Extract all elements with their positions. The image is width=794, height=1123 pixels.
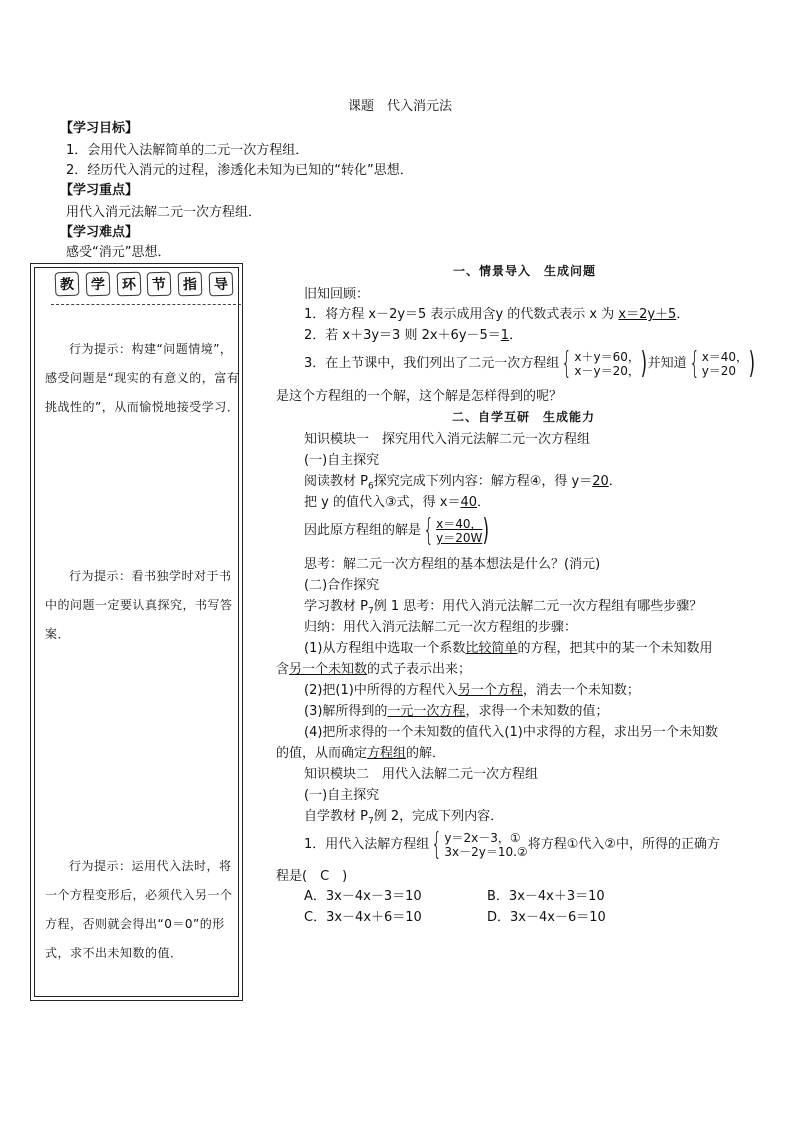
sidebar-title [55, 272, 233, 300]
right-paren: ) [640, 346, 647, 381]
objective-item: 1．会用代入法解简单的二元一次方程组． [66, 143, 309, 158]
answer-blank: 40 [460, 495, 477, 510]
option-b: B．3x－4x＋3＝10 [487, 889, 605, 904]
cooperation-instruction: 学习教材 $P_7$例 1 思考：用代入消元法解二元一次方程组有哪些步骤？ [304, 599, 703, 617]
self-study-heading-2: (一)自主探究 [304, 788, 380, 803]
step-4-cont: 的值，从而确定方程组的解． [276, 746, 446, 761]
exercise-1-line2: 程是( C ) [276, 869, 348, 884]
substitute-step: 把 y 的值代入③式，得 x＝40． [304, 495, 491, 510]
step-2: (2)把(1)中所得的方程代入另一个方程，消去一个未知数； [304, 683, 640, 698]
sidebar-title-char: 环 [116, 272, 141, 297]
solution-line: 因此原方程组的解是 { x＝40， y＝20W ) [304, 513, 490, 548]
sidebar-title-char: 教 [55, 272, 80, 297]
left-brace: { [688, 346, 700, 381]
question-1: 1．将方程 x－2y＝5 表示成用含y 的代数式表示 x 为 x＝2y＋5． [304, 307, 690, 322]
step-3: (3)解所得到的一元一次方程，求得一个未知数的值； [304, 704, 609, 719]
sidebar-title-char: 学 [85, 272, 110, 297]
left-brace: { [423, 513, 434, 548]
sidebar-tip: 行为提示：构建“问题情境”，感受问题是“现实的有意义的，富有挑战性的”，从而愉悦地接受学习． [45, 342, 240, 414]
step-1-cont: 含另一个未知数的式子表示出来； [276, 662, 472, 677]
teaching-guide-sidebar [30, 263, 243, 1001]
right-paren: ) [483, 513, 490, 548]
read-instruction-2: 自学教材 $P_7$例 2，完成下列内容． [304, 809, 504, 827]
difficulty-heading: 【学习难点】 [60, 225, 139, 240]
self-study-heading: (一)自主探究 [304, 453, 380, 468]
exercise-1: 1．用代入法解方程组 { y＝2x－3，① 3x－2y＝10.② 将方程①代入②中，所得的正确方 [304, 827, 721, 862]
sidebar-tip: 行为提示：运用代入法时，将一个方程变形后，必须代入另一个方程，否则就会得出“0＝0”的形式，求不出未知数的值． [45, 859, 233, 960]
section1-heading: 一、情景导入 生成问题 [453, 264, 597, 278]
question-2: 2．若 x＋3y＝3 则 2x＋6y－5＝1． [304, 328, 523, 343]
left-brace: { [561, 346, 573, 381]
left-brace: { [431, 827, 443, 862]
sidebar-title-char: 节 [147, 272, 172, 297]
answer-blank: x＝2y＋5 [618, 307, 677, 322]
right-paren: ) [748, 346, 756, 381]
section2-heading: 二、自学互研 生成能力 [452, 410, 596, 424]
step-4: (4)把所求得的一个未知数的值代入(1)中求得的方程，求出另一个未知数 [304, 725, 718, 740]
module-1-title: 知识模块一 探究用代入消元法解二元一次方程组 [304, 432, 591, 447]
difficulty-text: 感受“消元”思想． [66, 245, 171, 260]
sidebar-title-char: 指 [178, 272, 203, 297]
think-question: 思考：解二元一次方程组的基本想法是什么？(消元) [304, 557, 601, 572]
option-d: D．3x－4x－6＝10 [487, 910, 606, 925]
option-c: C．3x－4x＋6＝10 [304, 910, 422, 925]
equation-system: { x＋y＝60， x－y＝20， ) [561, 346, 647, 381]
sidebar-divider [51, 304, 241, 305]
answer-blank: 20 [592, 474, 609, 489]
sidebar-tip: 行为提示：看书独学时对于书中的问题一定要认真探究，书写答案． [45, 569, 233, 641]
answer-blank: 1 [500, 328, 510, 343]
question-3-line2: 是这个方程组的一个解，这个解是怎样得到的呢？ [276, 389, 563, 404]
sidebar-title-char: 导 [209, 272, 234, 297]
module-2-title: 知识模块二 用代入法解二元一次方程组 [304, 767, 539, 782]
step-1: (1)从方程组中选取一个系数比较简单的方程，把其中的某一个未知数用 [304, 641, 713, 656]
objectives-heading: 【学习目标】 [60, 121, 139, 136]
key-point-text: 用代入消元法解二元一次方程组． [66, 205, 262, 220]
page-title: 课题 代入消元法 [348, 99, 453, 114]
solution-system: { x＝40， y＝20 ) [688, 346, 756, 381]
option-a: A．3x－4x－3＝10 [304, 889, 422, 904]
cooperation-heading: (二)合作探究 [304, 578, 380, 593]
question-3: 3．在上节课中，我们列出了二元一次方程组 { x＋y＝60， x－y＝20， ) 并知道 { x＝40， y＝20 ) [304, 346, 756, 381]
equation-system: { y＝2x－3，① 3x－2y＝10.② [431, 827, 528, 862]
solution-system: { x＝40， y＝20W ) [423, 513, 490, 548]
summary-heading: 归纳：用代入消元法解二元一次方程组的步骤： [304, 620, 578, 635]
key-point-heading: 【学习重点】 [60, 183, 139, 198]
read-instruction: 阅读教材 $P_6$探究完成下列内容：解方程④，得 y＝20． [304, 474, 622, 492]
objective-item: 2．经历代入消元的过程，渗透化未知为已知的“转化”思想． [66, 163, 413, 178]
review-label: 旧知回顾： [304, 287, 370, 302]
